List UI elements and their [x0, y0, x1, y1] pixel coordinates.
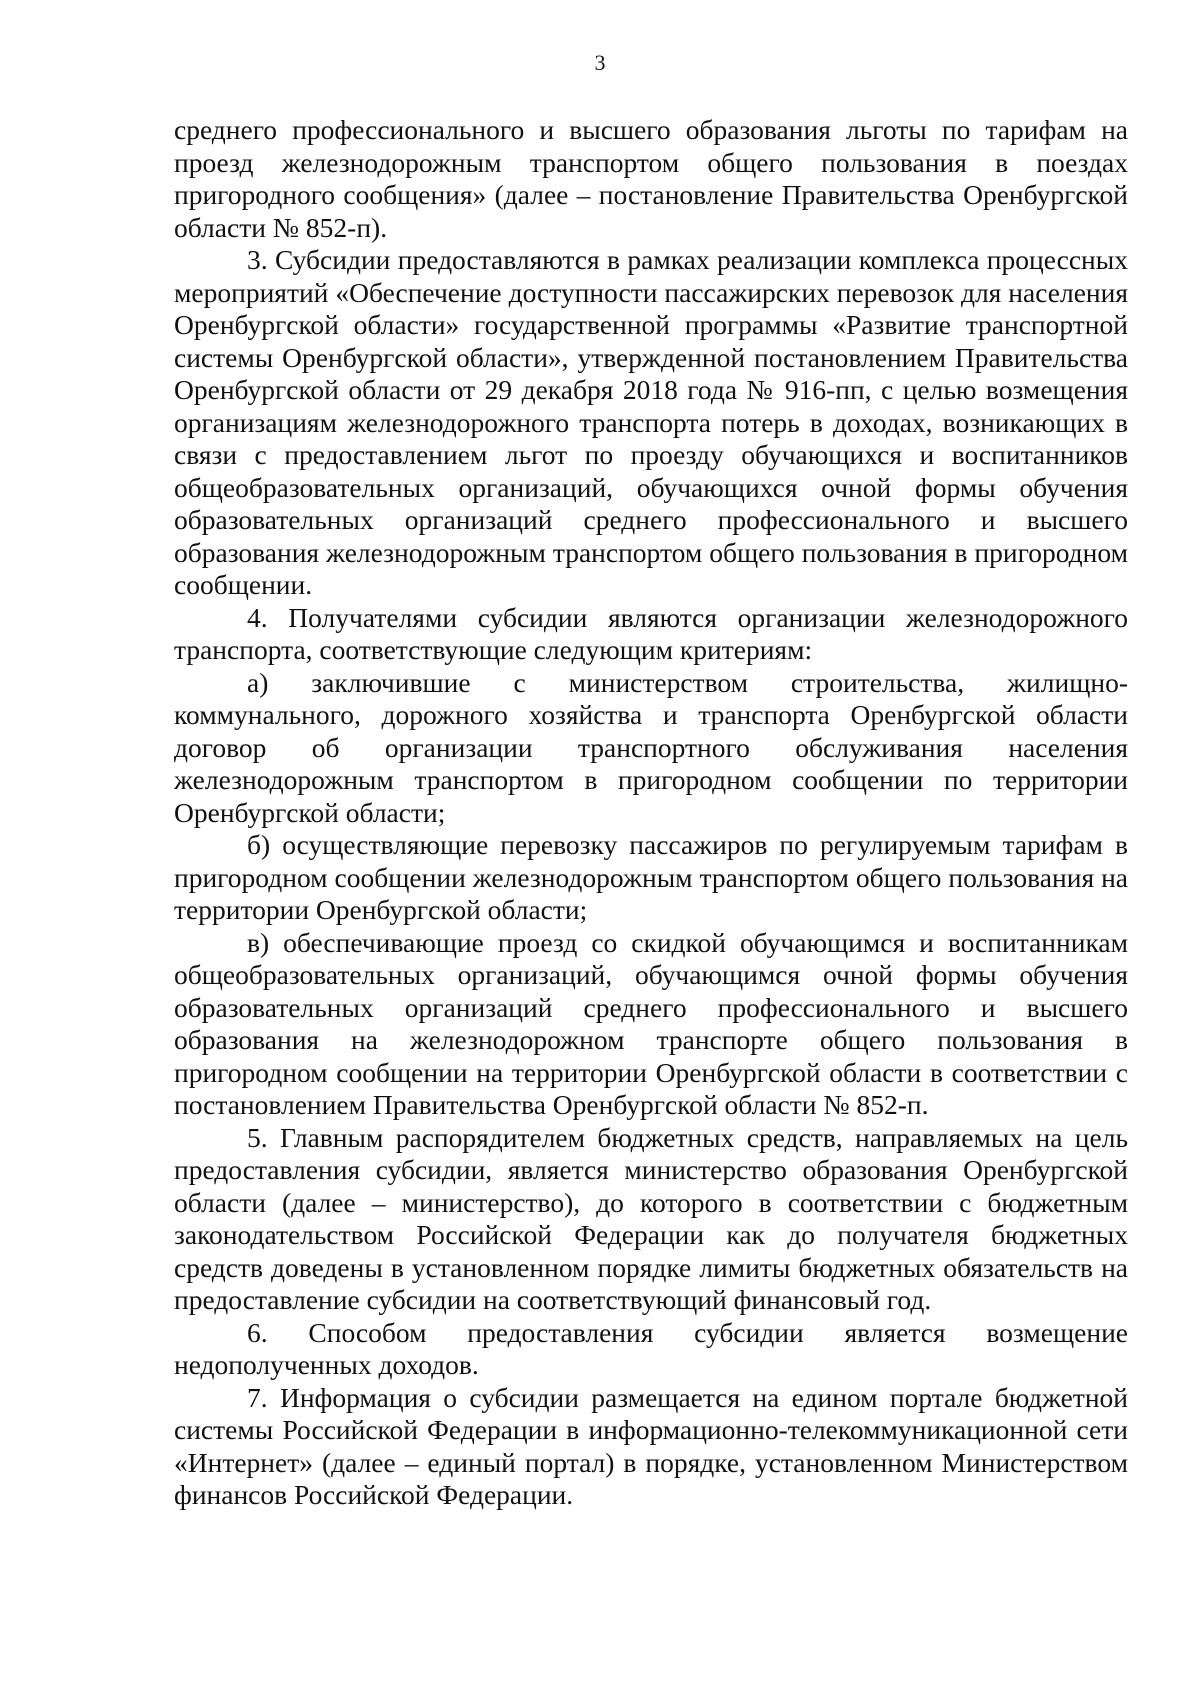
page-number: 3	[594, 50, 606, 75]
paragraph-subitem-b: б) осуществляющие перевозку пассажиров по регулируемым тарифам в пригородном сообщении железнодорожным транспортом общего пользования на территории Оренбургской области;	[174, 829, 1128, 925]
paragraph-subitem-a: а) заключившие с министерством строительства, жилищно-коммунального, дорожного хозяйства и транспорта Оренбургской области договор об организации транспортного обслуживания населения железнодорожным транспортом в пригородном сообщении по территории Оренбургской области;	[174, 666, 1128, 828]
paragraph-item-6: 6. Способом предоставления субсидии является возмещение недополученных доходов.	[174, 1316, 1128, 1380]
paragraph-item-7: 7. Информация о субсидии размещается на едином портале бюджетной системы Российской Федерации в информационно-телекоммуникационной сети «Интернет» (далее – единый портал) в порядке, установленном Министерством финансов Российской Федерации.	[174, 1381, 1128, 1510]
paragraph-continuation: среднего профессионального и высшего образования льготы по тарифам на проезд железнодорожным транспортом общего пользования в поездах пригородного сообщения» (далее – постановление Правительства Оренбургской области № 852-п).	[174, 114, 1128, 243]
paragraph-item-4: 4. Получателями субсидии являются организации железнодорожного транспорта, соответствующие следующим критериям:	[174, 601, 1128, 665]
paragraph-subitem-v: в) обеспечивающие проезд со скидкой обучающимся и воспитанникам общеобразовательных организаций, обучающимся очной формы обучения образовательных организаций среднего профессионального и высшего образования на железнодорожном транспорте общего пользования в пригородном сообщении на территории Оренбургской области в соответствии с постановлением Правительства Оренбургской области № 852-п.	[174, 926, 1128, 1120]
paragraph-item-3: 3. Субсидии предоставляются в рамках реализации комплекса процессных мероприятий «Обеспечение доступности пассажирских перевозок для населения Оренбургской области» государственной программы «Развитие транспортной системы Оренбургской области», утвержденной постановлением Правительства Оренбургской области от 29 декабря 2018 года № 916-пп, с целью возмещения организациям железнодорожного транспорта потерь в доходах, возникающих в связи с предоставлением льгот по проезду обучающихся и воспитанников общеобразовательных организаций, обучающихся очной формы обучения образовательных организаций среднего профессионального и высшего образования железнодорожным транспортом общего пользования в пригородном сообщении.	[174, 244, 1128, 600]
document-body	[174, 114, 1128, 1512]
paragraph-item-5: 5. Главным распорядителем бюджетных средств, направляемых на цель предоставления субсидии, является министерство образования Оренбургской области (далее – министерство), до которого в соответствии с бюджетным законодательством Российской Федерации как до получателя бюджетных средств доведены в установленном порядке лимиты бюджетных обязательств на предоставление субсидии на соответствующий финансовый год.	[174, 1121, 1128, 1315]
